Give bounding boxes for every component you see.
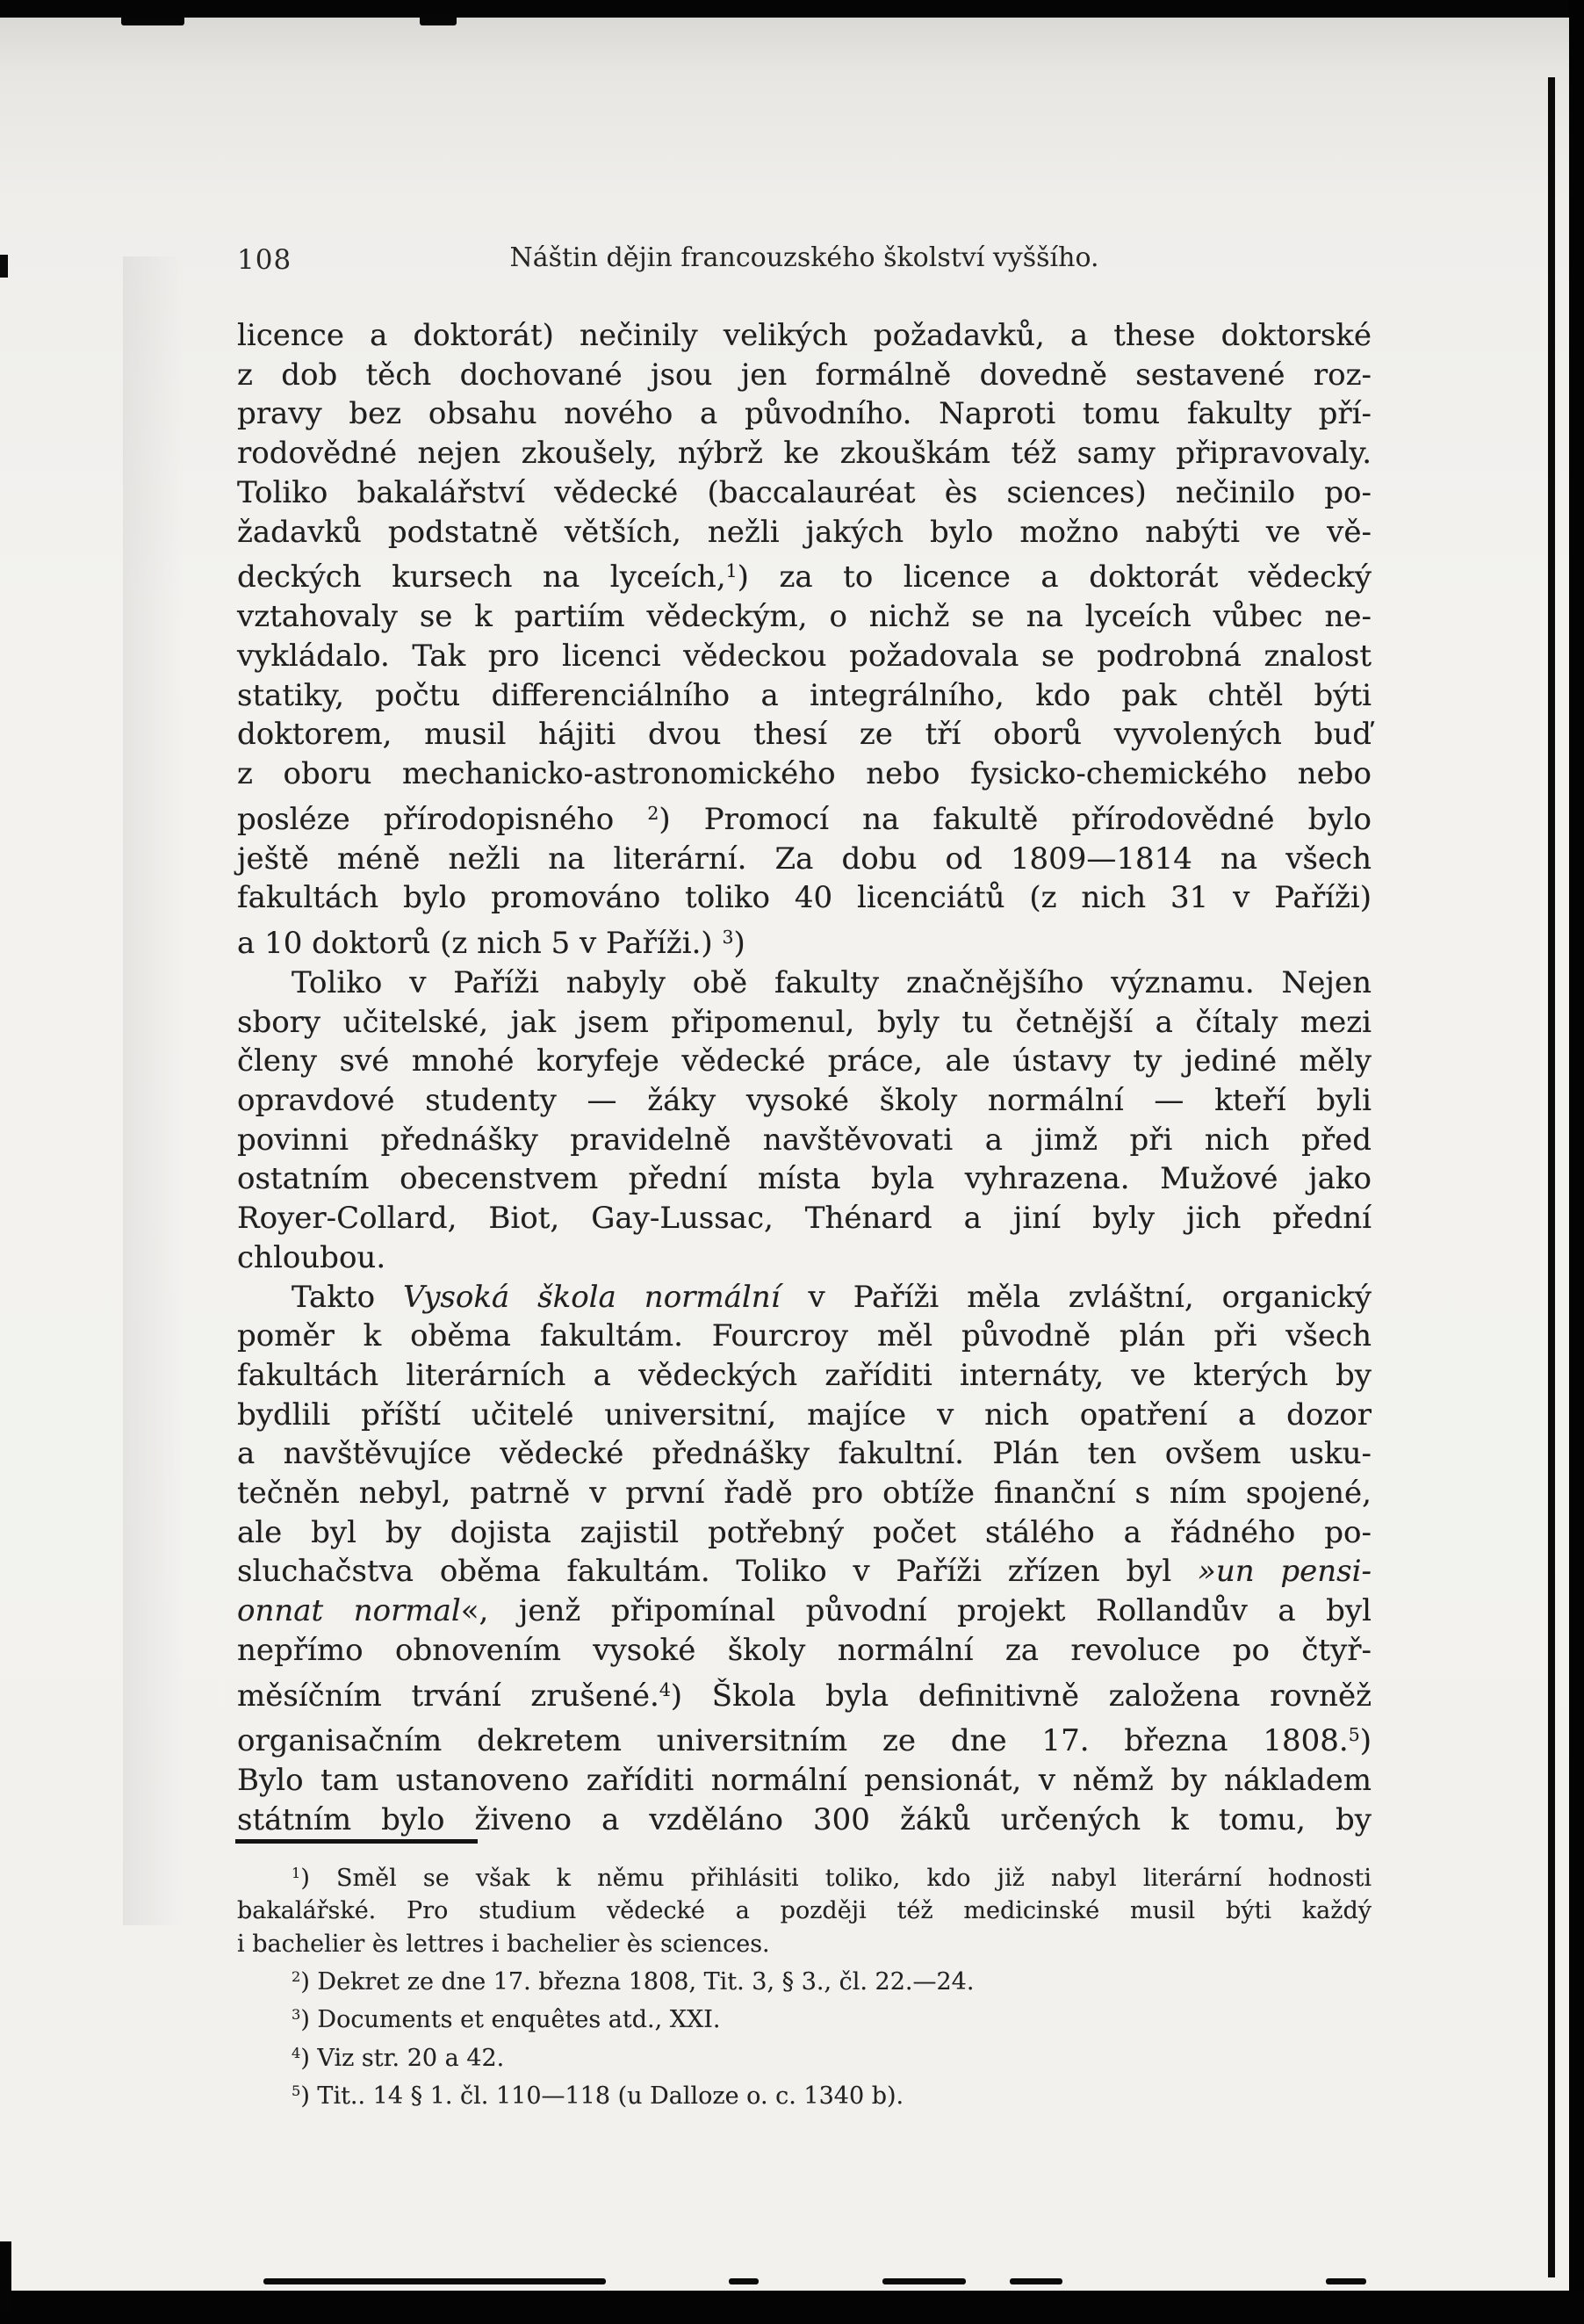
text-segment: opravdové studenty — žáky vysoké školy normální — kteří byli: [237, 1083, 1372, 1119]
scan-border-right: [1569, 0, 1584, 2324]
text-segment: a 10 doktorů (z nich 5 v Paříži.): [237, 926, 723, 962]
text-line: [237, 552, 1372, 597]
footnote-marker: 1: [292, 1865, 301, 1881]
text-segment: členy své mnohé koryfeje vědecké práce, ale ústavy ty jediné měly: [237, 1043, 1372, 1079]
text-line: [237, 1631, 1372, 1671]
text-segment: ): [1359, 1723, 1372, 1759]
body-text: [237, 316, 1372, 1840]
text-line: [237, 1474, 1372, 1513]
running-title: Náštin dějin francouzského školství vyššího.: [509, 242, 1099, 273]
text-line: [237, 715, 1372, 754]
text-segment: Toliko v Paříži nabyly obě fakulty značnějšího významu. Nejen: [292, 964, 1372, 1000]
page-header: [237, 242, 1372, 283]
scan-border-top: [0, 0, 1584, 18]
text-segment: Vysoká škola normální: [403, 1279, 781, 1315]
text-segment: ) Tit.. 14 § 1. čl. 110—118 (u Dalloze o. c. 1340 b).: [300, 2082, 904, 2110]
text-line: [237, 316, 1372, 356]
footnote-marker: 3: [292, 2006, 301, 2024]
text-line: [237, 394, 1372, 434]
text-line: [237, 1121, 1372, 1160]
footnote-marker: 5: [1348, 1724, 1360, 1746]
footnote-rule: [235, 1839, 478, 1844]
text-segment: »un pensi-: [1198, 1554, 1372, 1590]
text-line: [237, 1801, 1372, 1840]
text-segment: ) Dekret ze dne 17. března 1808, Tit. 3, § 3., čl. 22.—24.: [300, 1968, 975, 1996]
text-line: [237, 1003, 1372, 1043]
text-line: [237, 1317, 1372, 1356]
text-segment: fakultách bylo promováno toliko 40 licenciátů (z nich 31 v Paříži): [237, 880, 1372, 916]
text-line: [237, 356, 1372, 395]
text-line: [237, 1998, 1372, 2036]
scan-artifact: [1326, 2278, 1366, 2284]
text-segment: chloubou.: [237, 1239, 386, 1275]
text-segment: Bylo tam ustanoveno zaříditi normální pensionát, v němž by nákladem: [237, 1763, 1372, 1799]
scan-shading: [123, 256, 184, 1925]
text-segment: z oboru mechanicko-astronomického nebo fysicko-chemického nebo: [237, 755, 1372, 791]
text-segment: pravy bez obsahu nového a původního. Naproti tomu fakulty pří-: [237, 396, 1372, 432]
text-segment: vztahovaly se k partiím vědeckým, o nichž se na lyceích vůbec ne-: [237, 599, 1372, 635]
text-line: [237, 1238, 1372, 1278]
text-segment: posléze přírodopisného: [237, 801, 648, 837]
text-segment: tečněn nebyl, patrně v první řadě pro obtíže finanční s ním spojené,: [237, 1476, 1372, 1512]
text-segment: deckých kursech na lyceích,: [237, 559, 726, 595]
text-segment: ) za to licence a doktorát vědecký: [737, 559, 1372, 595]
text-line: [237, 1159, 1372, 1199]
scan-edge-line: [1548, 77, 1555, 2277]
text-line: [237, 1396, 1372, 1435]
text-line: [237, 676, 1372, 716]
footnote-marker: 2: [647, 802, 659, 824]
text-segment: Toliko bakalářství vědecké (baccalauréat ès sciences) nečinilo po-: [237, 474, 1372, 510]
text-segment: i bachelier ès lettres i bachelier ès sciences.: [237, 1930, 770, 1958]
text-segment: organisačním dekretem universitním ze dne 17. března 1808.: [237, 1723, 1349, 1759]
text-segment: a navštěvujíce vědecké přednášky fakultní. Plán ten ovšem usku-: [237, 1436, 1372, 1472]
footnote-marker: 1: [725, 560, 738, 582]
text-line: [237, 2037, 1372, 2075]
text-segment: ): [733, 926, 745, 962]
text-line: [237, 2075, 1372, 2112]
scan-artifact: [0, 2241, 11, 2312]
text-line: [237, 513, 1372, 552]
footnote-marker: 4: [659, 1678, 671, 1700]
footnote-marker: 2: [292, 1968, 301, 1986]
text-line: [237, 1960, 1372, 1998]
text-line: [237, 1928, 1372, 1960]
scan-artifact: [729, 2278, 759, 2284]
text-line: [237, 473, 1372, 513]
text-line: [237, 1356, 1372, 1396]
text-segment: ) Viz str. 20 a 42.: [300, 2044, 505, 2072]
text-line: [237, 1552, 1372, 1591]
text-segment: sluchačstva oběma fakultám. Toliko v Paříži zřízen byl: [237, 1554, 1199, 1590]
text-segment: statiky, počtu differenciálního a integrálního, kdo pak chtěl býti: [237, 677, 1372, 713]
text-line: [237, 1671, 1372, 1716]
footnotes: [237, 1857, 1372, 2112]
scan-artifact: [1010, 2278, 1062, 2284]
scan-artifact: [263, 2278, 606, 2284]
text-line: [237, 1895, 1372, 1927]
text-line: [237, 754, 1372, 794]
text-segment: měsíčním trvání zrušené.: [237, 1678, 659, 1714]
text-segment: ostatním obecenstvem přední místa byla vyhrazena. Mužové jako: [237, 1161, 1372, 1197]
text-segment: státním bylo živeno a vzděláno 300 žáků určených k tomu, by: [237, 1802, 1372, 1838]
text-segment: ještě méně nežli na literární. Za dobu od 1809—1814 na všech: [237, 841, 1372, 877]
text-segment: onnat normal: [237, 1593, 461, 1629]
text-line: [237, 794, 1372, 840]
text-line: [237, 1513, 1372, 1553]
text-line: [237, 1278, 1372, 1317]
text-segment: ) Documents et enquêtes atd., XXI.: [300, 2006, 721, 2034]
footnote-marker: 3: [722, 926, 734, 948]
text-line: [237, 1715, 1372, 1761]
scan-border-bottom: [0, 2291, 1584, 2324]
text-line: [237, 964, 1372, 1003]
text-line: [237, 597, 1372, 637]
text-line: [237, 1042, 1372, 1081]
text-line: [237, 1199, 1372, 1238]
scanned-page: [0, 11, 1573, 2294]
footnote-marker: 4: [292, 2044, 301, 2061]
text-segment: nepřímo obnovením vysoké školy normální za revoluce po čtyř-: [237, 1632, 1372, 1668]
text-line: [237, 878, 1372, 918]
text-segment: ) Směl se však k němu přihlásiti toliko, kdo již nabyl literární hodnosti: [300, 1864, 1372, 1892]
text-segment: z dob těch dochované jsou jen formálně dovedně sestavené roz-: [237, 357, 1372, 393]
text-line: [237, 840, 1372, 879]
text-segment: ) Promocí na fakultě přírodovědné bylo: [659, 801, 1372, 837]
footnote-marker: 5: [292, 2082, 301, 2100]
text-segment: Takto: [292, 1279, 404, 1315]
text-line: [237, 1857, 1372, 1895]
text-segment: povinni přednášky pravidelně navštěvovati a jimž při nich před: [237, 1122, 1372, 1158]
text-segment: rodovědné nejen zkoušely, nýbrž ke zkouškám též samy připravovaly.: [237, 436, 1372, 472]
text-segment: fakultách literárních a vědeckých zaříditi internáty, ve kterých by: [237, 1357, 1372, 1393]
page-number: 108: [237, 244, 292, 276]
text-segment: licence a doktorát) nečinily velikých požadavků, a these doktorské: [237, 318, 1372, 353]
text-line: [237, 918, 1372, 964]
text-segment: vykládalo. Tak pro licenci vědeckou požadovala se podrobná znalost: [237, 638, 1372, 674]
text-segment: poměr k oběma fakultám. Fourcroy měl původně plán při všech: [237, 1318, 1372, 1354]
text-segment: ) Škola byla definitivně založena rovněž: [670, 1678, 1372, 1714]
text-segment: «, jenž připomínal původní projekt Rollandův a byl: [460, 1593, 1372, 1629]
text-line: [237, 1434, 1372, 1474]
text-segment: bakalářské. Pro studium vědecké a později též medicinské musil býti každý: [237, 1897, 1372, 1925]
text-line: [237, 1761, 1372, 1801]
text-segment: Royer-Collard, Biot, Gay-Lussac, Thénard a jiní byly jich přední: [237, 1201, 1372, 1237]
text-segment: doktorem, musil hájiti dvou thesí ze tří oborů vyvolených buď: [237, 717, 1372, 753]
text-line: [237, 637, 1372, 676]
scan-artifact: [121, 16, 184, 25]
scan-artifact: [882, 2278, 966, 2284]
text-segment: bydlili příští učitelé universitní, majíce v nich opatření a dozor: [237, 1397, 1372, 1433]
text-segment: sbory učitelské, jak jsem připomenul, byly tu četnější a čítaly mezi: [237, 1004, 1372, 1040]
text-segment: ale byl by dojista zajistil potřebný počet stálého a řádného po-: [237, 1514, 1372, 1550]
text-line: [237, 1591, 1372, 1631]
text-segment: v Paříži měla zvláštní, organický: [780, 1279, 1372, 1315]
scan-artifact: [420, 14, 457, 25]
text-line: [237, 434, 1372, 473]
scan-artifact: [0, 255, 8, 278]
text-line: [237, 1081, 1372, 1121]
text-segment: žadavků podstatně větších, nežli jakých bylo možno nabýti ve vě-: [237, 514, 1372, 550]
